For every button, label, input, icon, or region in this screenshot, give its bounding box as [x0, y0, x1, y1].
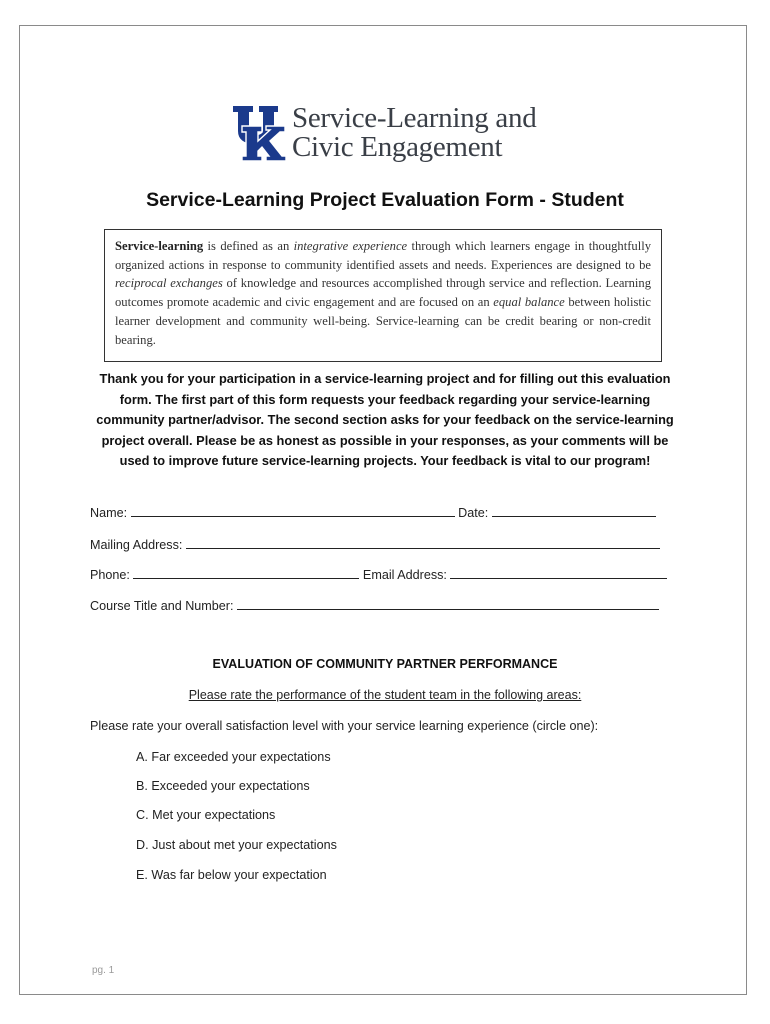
definition-box [104, 229, 662, 362]
uk-logo-icon [232, 104, 286, 162]
section-title: EVALUATION OF COMMUNITY PARTNER PERFORMANCE [212, 657, 558, 671]
logo [232, 104, 536, 162]
phone-field[interactable] [133, 565, 359, 579]
section-subtitle: Please rate the performance of the student team in the following areas: [188, 688, 582, 702]
logo-line-2: Civic Engagement [292, 131, 503, 163]
option-e[interactable]: E. Was far below your expectation [136, 868, 327, 882]
definition-emphasis-1: integrative experience [293, 239, 408, 253]
definition-emphasis-3: equal balance [493, 295, 565, 310]
course-label: Course Title and Number: [90, 599, 234, 613]
page-number: pg. 1 [92, 965, 115, 976]
definition-emphasis-2: reciprocal exchanges [115, 276, 223, 291]
page-title: Service-Learning Project Evaluation Form - Student [146, 189, 624, 211]
mailing-address-field[interactable] [186, 535, 660, 549]
date-field[interactable] [492, 503, 656, 517]
definition-text-1: is defined as an [203, 239, 294, 253]
option-a[interactable]: A. Far exceeded your expectations [136, 750, 331, 764]
phone-email-row [90, 565, 667, 582]
phone-label: Phone: [90, 568, 130, 582]
option-c[interactable]: C. Met your expectations [136, 808, 276, 822]
intro-paragraph: Thank you for your participation in a service-learning project and for filling out this evaluation form. The first part of this form requests your feedback regarding your service-learning community partner/advisor. The second section asks for your feedback on the service-learning project overall. Please be as honest as possible in your responses, as your comments will be used to improve future service-learning projects. Your feedback is vital to our program! [96, 371, 674, 468]
logo-line-1: Service-Learning and [292, 102, 537, 134]
name-row [90, 503, 656, 520]
definition-term: Service-learning [115, 239, 204, 253]
definition-text-4: between holistic learner development and community well-being. Service-learning can be credit bearing or non-credit bearing. [115, 295, 652, 347]
name-field[interactable] [131, 503, 455, 517]
email-label: Email Address: [362, 568, 447, 582]
email-field[interactable] [450, 565, 667, 579]
date-label: Date: [458, 506, 489, 520]
definition-text-2: through which learners engage in thoughtfully organized actions in response to community identified assets and needs. Experiences are designed to be [115, 239, 651, 272]
definition-text-3: of knowledge and resources accomplished through service and reflection. Learning outcomes promote academic and civic engagement and are focused on an [115, 276, 651, 310]
mailing-address-label: Mailing Address: [90, 538, 183, 552]
mailing-address-row [90, 535, 660, 552]
name-label: Name: [90, 506, 128, 520]
course-row [90, 596, 659, 613]
option-b[interactable]: B. Exceeded your expectations [136, 779, 310, 793]
course-field[interactable] [237, 596, 659, 610]
satisfaction-question: Please rate your overall satisfaction level with your service learning experience (circle one): [90, 719, 599, 733]
option-d[interactable]: D. Just about met your expectations [136, 838, 337, 852]
